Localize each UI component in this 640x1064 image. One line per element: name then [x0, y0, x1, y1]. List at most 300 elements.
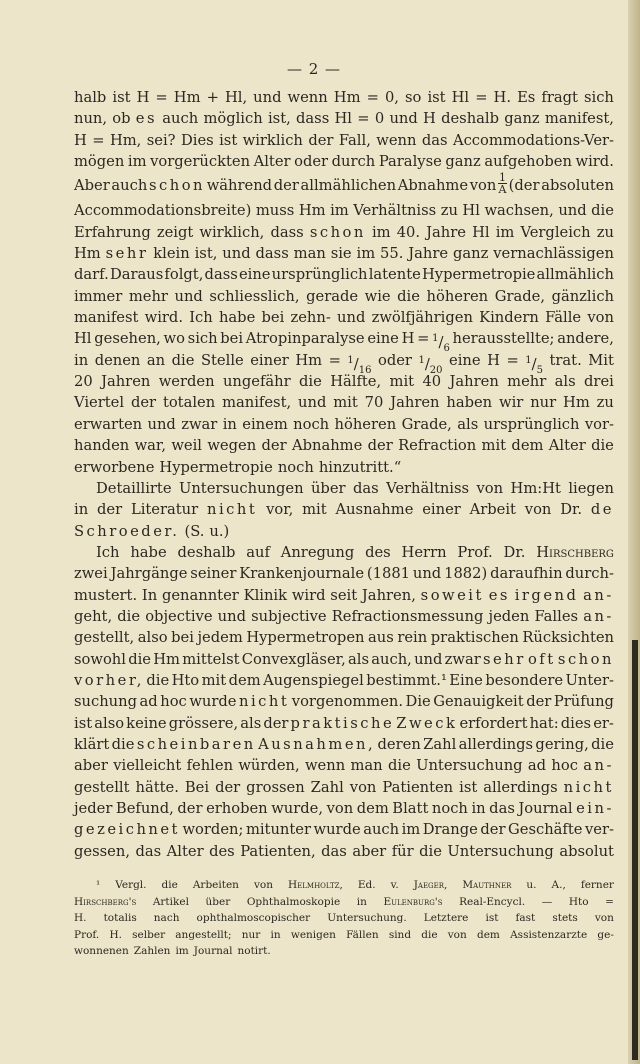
word: von	[594, 912, 614, 925]
word: vorgerückten	[150, 153, 251, 171]
word: 0	[374, 110, 385, 128]
word: ursprünglich	[483, 415, 580, 433]
word: sind	[388, 928, 412, 941]
word: an-	[583, 586, 614, 604]
line-31	[74, 755, 614, 776]
word: In	[141, 586, 158, 604]
word: Zahl	[423, 735, 457, 753]
word: Unter-	[565, 671, 614, 689]
word: v.	[390, 879, 399, 891]
word: Assistenzarzte	[510, 928, 588, 941]
word: Jahre	[426, 223, 466, 241]
word: latente	[368, 266, 421, 284]
word: daraufhin	[490, 565, 563, 583]
word: =	[605, 895, 614, 908]
word: auch	[162, 110, 199, 128]
word: Eulenburg's	[383, 895, 443, 908]
line-18	[74, 478, 614, 499]
word: Befund,	[115, 800, 174, 817]
word: worden;	[182, 821, 244, 839]
word: fragt	[541, 89, 578, 106]
word: schon	[148, 177, 206, 195]
word: Hl	[451, 89, 470, 106]
word: ursprünglich	[271, 266, 368, 284]
word: gerade	[306, 287, 359, 305]
word: (der	[508, 177, 540, 195]
word: die	[111, 735, 135, 753]
word: Aber	[74, 177, 110, 195]
word: deshalb	[441, 110, 500, 128]
word: ¹	[96, 879, 101, 891]
word: wird.	[575, 153, 614, 171]
word: Genauigkeit	[433, 693, 524, 711]
word: Mauthner	[462, 879, 512, 891]
word: sich	[583, 89, 614, 106]
word: wachsen,	[484, 202, 554, 220]
word: absoluten	[541, 177, 614, 195]
word: bestimmt.¹	[366, 671, 447, 689]
line-10	[74, 307, 614, 328]
word: durch-	[565, 565, 614, 583]
word: hätte.	[135, 778, 179, 796]
word: 0,	[384, 89, 399, 106]
word: auch	[363, 821, 400, 839]
word: sie	[330, 245, 352, 263]
word: sehr	[105, 245, 149, 263]
word: wenn	[376, 131, 417, 149]
word: wurde	[189, 693, 237, 711]
inline-fraction: $^1/_{20}$	[418, 354, 443, 376]
word: sehr	[483, 650, 526, 668]
word: +	[206, 89, 219, 106]
word: seit	[330, 586, 358, 604]
word: es	[488, 586, 510, 604]
word: herausstellte;	[452, 330, 555, 348]
word: werden	[158, 373, 215, 391]
line-28	[74, 691, 614, 712]
word: wirklich	[242, 131, 303, 149]
word: ein-	[576, 800, 614, 817]
word: stets	[552, 912, 578, 925]
word: von	[524, 501, 552, 519]
word: deshalb	[177, 543, 236, 561]
word: und	[174, 287, 203, 305]
word: 55.	[380, 245, 404, 263]
word: praktischen	[430, 629, 519, 647]
word: praktische	[290, 714, 395, 732]
word: noch	[293, 415, 330, 433]
word: Alter	[548, 437, 586, 455]
line-0	[74, 87, 614, 108]
word: über	[205, 895, 231, 908]
word: manifest,	[222, 394, 292, 412]
word: als	[457, 415, 479, 433]
word: H	[136, 89, 150, 106]
line-8	[74, 264, 614, 285]
word: würden,	[238, 757, 300, 775]
word: ver-	[584, 821, 614, 839]
word: zwei	[74, 565, 108, 583]
line-26	[74, 649, 614, 670]
word: fast	[515, 912, 536, 925]
word: das	[135, 842, 162, 860]
word: Refractionsmessung	[331, 607, 484, 625]
word: halb	[74, 89, 107, 106]
word: das	[321, 842, 347, 860]
word: und	[147, 415, 176, 433]
word: =	[475, 89, 488, 106]
word: Hälfte,	[330, 373, 382, 391]
line-27	[74, 670, 614, 691]
word: A.,	[551, 879, 566, 891]
word: gering,	[535, 735, 589, 753]
word: also	[94, 714, 125, 732]
word: rein	[397, 629, 428, 647]
word: Es	[517, 89, 536, 106]
word: Jahren,	[361, 586, 416, 604]
word: und	[558, 202, 587, 220]
word: gänzlich	[551, 287, 614, 305]
word: Daraus	[109, 266, 164, 284]
word: habe	[130, 543, 167, 561]
line-6	[74, 222, 614, 243]
word: Falles	[534, 607, 579, 625]
word: Untersuchungen	[178, 479, 304, 497]
word: Ich	[96, 543, 120, 561]
word: der	[215, 778, 241, 796]
word: des	[365, 543, 391, 561]
word: 20	[74, 373, 93, 391]
word: aber	[74, 757, 108, 775]
word: der	[177, 800, 203, 817]
word: H.	[74, 912, 87, 925]
word: Alter	[166, 842, 204, 860]
word: sich	[187, 330, 218, 348]
word: Real-Encycl.	[459, 895, 526, 908]
word: Hm	[563, 394, 590, 412]
word: dem	[511, 437, 544, 455]
word: Hm	[153, 650, 180, 668]
word: geht,	[74, 607, 113, 625]
word: mehr	[507, 373, 547, 391]
word: nur	[530, 394, 557, 412]
word: mit	[389, 373, 415, 391]
word: Eine	[449, 671, 483, 689]
word: hoc	[160, 693, 187, 711]
word: deren	[377, 735, 421, 753]
word: ist	[459, 778, 478, 796]
line-34	[74, 819, 614, 840]
word: auch	[111, 177, 148, 195]
word: Hirschberg	[536, 543, 614, 561]
word: oder	[294, 153, 329, 171]
word: im	[330, 202, 349, 220]
word: die	[161, 879, 178, 891]
word: der	[526, 693, 552, 711]
word: Hl	[462, 202, 480, 220]
word: Bei	[184, 778, 210, 796]
word: von	[349, 778, 377, 796]
page-number: — 2 —	[286, 60, 342, 78]
word: der	[97, 501, 123, 519]
word: möglich	[203, 110, 263, 128]
word: Hl	[472, 223, 490, 241]
word: Abnahme	[397, 177, 469, 195]
word: H.	[109, 928, 122, 941]
word: u.)	[209, 522, 230, 540]
word: gestellt	[74, 778, 130, 796]
word: de	[590, 501, 614, 519]
word: erwarten	[74, 415, 143, 433]
word: Jahrgänge	[110, 565, 188, 583]
word: gesehen,	[94, 330, 161, 348]
word: Arbeit	[469, 501, 516, 519]
word: Viertel	[74, 394, 125, 412]
word: durch	[331, 153, 376, 171]
word: von	[469, 177, 497, 195]
word: Augenspiegel	[263, 671, 364, 689]
fn-line-4	[74, 943, 614, 960]
word: Refraction	[398, 437, 477, 455]
word: ist	[219, 131, 238, 149]
word: immer	[74, 287, 123, 305]
word: als	[240, 714, 262, 732]
word: nur	[241, 928, 261, 941]
word: Dr.	[560, 501, 583, 519]
word: haben	[446, 394, 493, 412]
word: Anregung	[280, 543, 355, 561]
word: und	[298, 394, 327, 412]
word: Atropinparalyse	[245, 330, 365, 348]
word: im	[356, 245, 376, 263]
word: auf	[246, 543, 270, 561]
line-5	[74, 200, 614, 221]
line-15	[74, 414, 614, 435]
word: wegen	[207, 437, 257, 455]
line-13	[74, 371, 614, 392]
word: man	[350, 757, 383, 775]
line-25	[74, 627, 614, 648]
line-3	[74, 151, 614, 172]
word: Ich	[189, 309, 213, 327]
word: Hl,	[224, 89, 248, 106]
word: wie	[364, 287, 391, 305]
word: Hm	[74, 245, 101, 263]
word: wenigen	[290, 928, 336, 941]
word: der	[263, 714, 289, 732]
word: die	[299, 373, 322, 391]
word: auch,	[371, 650, 412, 668]
word: gezeichnet	[74, 821, 180, 839]
word: =	[92, 131, 105, 149]
word: Hto	[568, 895, 589, 908]
line-4	[74, 172, 614, 200]
word: Klinik	[243, 586, 288, 604]
word: objective	[145, 607, 213, 625]
word: dem	[476, 928, 500, 941]
word: Hypermetropie	[159, 458, 273, 476]
word: mögen	[74, 153, 125, 171]
word: besondere	[485, 671, 564, 689]
word: Prof.	[74, 928, 100, 941]
word: mit	[333, 394, 358, 412]
word: 40	[422, 373, 442, 391]
word: in	[74, 501, 89, 519]
word: die	[397, 287, 420, 305]
word: nicht	[563, 778, 614, 796]
line-21	[74, 542, 614, 563]
word: ist	[74, 714, 93, 732]
word: H	[74, 131, 87, 149]
word: ist,	[194, 245, 218, 263]
word: an-	[583, 607, 614, 625]
word: nach	[153, 912, 180, 925]
word: 1882)	[444, 565, 488, 583]
word: und	[389, 110, 418, 128]
line-32	[74, 777, 614, 798]
word: Schroeder.	[74, 522, 180, 540]
fraction-1-over-a: $\frac{1}{A}$	[498, 171, 507, 197]
word: Journal	[518, 800, 573, 817]
word: H.	[493, 89, 512, 106]
word: Grade,	[401, 415, 452, 433]
word: sei?	[146, 131, 176, 149]
word: Convexgläser,	[241, 650, 346, 668]
word: die	[128, 650, 151, 668]
word: =	[328, 351, 341, 369]
word: wo	[163, 330, 185, 348]
word: ferner	[580, 879, 614, 891]
word: über	[310, 479, 346, 497]
word: mehr	[128, 287, 168, 305]
word: H	[423, 110, 436, 128]
word: Fall,	[338, 131, 371, 149]
word: wir	[499, 394, 524, 412]
word: ungefähr	[222, 373, 291, 391]
word: absolut	[559, 842, 614, 860]
word: ge-	[597, 928, 614, 941]
word: Journal	[193, 945, 233, 958]
word: wird.	[144, 309, 184, 327]
word: Jaeger,	[413, 879, 448, 891]
word: vor,	[266, 501, 294, 519]
word: Zahlen	[133, 945, 171, 958]
word: und	[217, 607, 246, 625]
word: im	[495, 223, 515, 241]
word: Verhältniss	[353, 202, 437, 220]
word: vielleicht	[113, 757, 182, 775]
line-1	[74, 108, 614, 129]
word: —	[541, 895, 553, 908]
word: vorher,	[74, 671, 144, 689]
word: und	[222, 245, 251, 263]
word: dies	[560, 714, 592, 732]
word: seiner	[190, 565, 237, 583]
word: des	[209, 842, 235, 860]
word: wirklich,	[199, 223, 265, 241]
word: suchung	[74, 693, 138, 711]
word: dass	[204, 266, 238, 284]
word: Vergl.	[115, 879, 147, 891]
word: zu	[440, 202, 458, 220]
word: wonnenen	[74, 945, 129, 958]
word: aufgehoben	[484, 153, 572, 171]
word: Ausnahme	[335, 501, 414, 519]
word: trat.	[549, 351, 582, 369]
word: Hm:Ht	[510, 479, 561, 497]
word: grössere,	[168, 714, 239, 732]
word: Dr.	[503, 543, 526, 561]
word: allmählich	[536, 266, 614, 284]
word: Stelle	[200, 351, 244, 369]
word: Kindern	[479, 309, 539, 327]
inline-fraction: $^1/_5$	[525, 354, 543, 376]
word: wurde,	[271, 800, 324, 817]
word: Vergleich	[520, 223, 591, 241]
word: totalis	[103, 912, 137, 925]
line-30	[74, 734, 614, 755]
word: noch	[431, 800, 468, 817]
word: nicht	[207, 501, 258, 519]
word: Mit	[588, 351, 614, 369]
word: Letztere	[423, 912, 469, 925]
word: Abnahme	[291, 437, 363, 455]
word: der	[308, 131, 334, 149]
fn-line-3	[74, 927, 614, 944]
word: keine	[126, 714, 167, 732]
line-24	[74, 606, 614, 627]
word: ist	[427, 89, 446, 106]
word: vor-	[584, 415, 614, 433]
word: 70	[364, 394, 384, 412]
word: und	[414, 650, 443, 668]
word: Ophthalmoskopie	[246, 895, 341, 908]
line-17	[74, 457, 614, 478]
word: =	[155, 89, 168, 106]
line-23	[74, 585, 614, 606]
word: eine	[238, 266, 271, 284]
word: oft	[527, 650, 556, 668]
word: nicht	[239, 693, 290, 711]
word: ad	[527, 757, 547, 775]
word: von	[476, 479, 504, 497]
word: schliesslich,	[209, 287, 300, 305]
word: handen	[74, 437, 130, 455]
word: der	[273, 177, 299, 195]
word: Literatur	[130, 501, 199, 519]
word: weil	[171, 437, 202, 455]
word: die	[419, 842, 442, 860]
line-14	[74, 392, 614, 413]
line-9	[74, 286, 614, 307]
word: ist,	[267, 110, 291, 128]
word: im	[401, 821, 421, 839]
word: allmählichen	[300, 177, 397, 195]
word: Hl	[334, 110, 353, 128]
word: von	[447, 928, 467, 941]
word: Fällen	[346, 928, 379, 941]
word: Detaillirte	[96, 479, 172, 497]
word: bei	[220, 330, 244, 348]
word: allerdings	[483, 778, 558, 796]
word: Verhältniss	[386, 479, 470, 497]
footnotes	[74, 877, 614, 960]
word: in	[471, 800, 486, 817]
word: hat:	[529, 714, 559, 732]
word: Patienten	[382, 778, 454, 796]
line-11	[74, 328, 614, 355]
word: jedem	[197, 629, 243, 647]
